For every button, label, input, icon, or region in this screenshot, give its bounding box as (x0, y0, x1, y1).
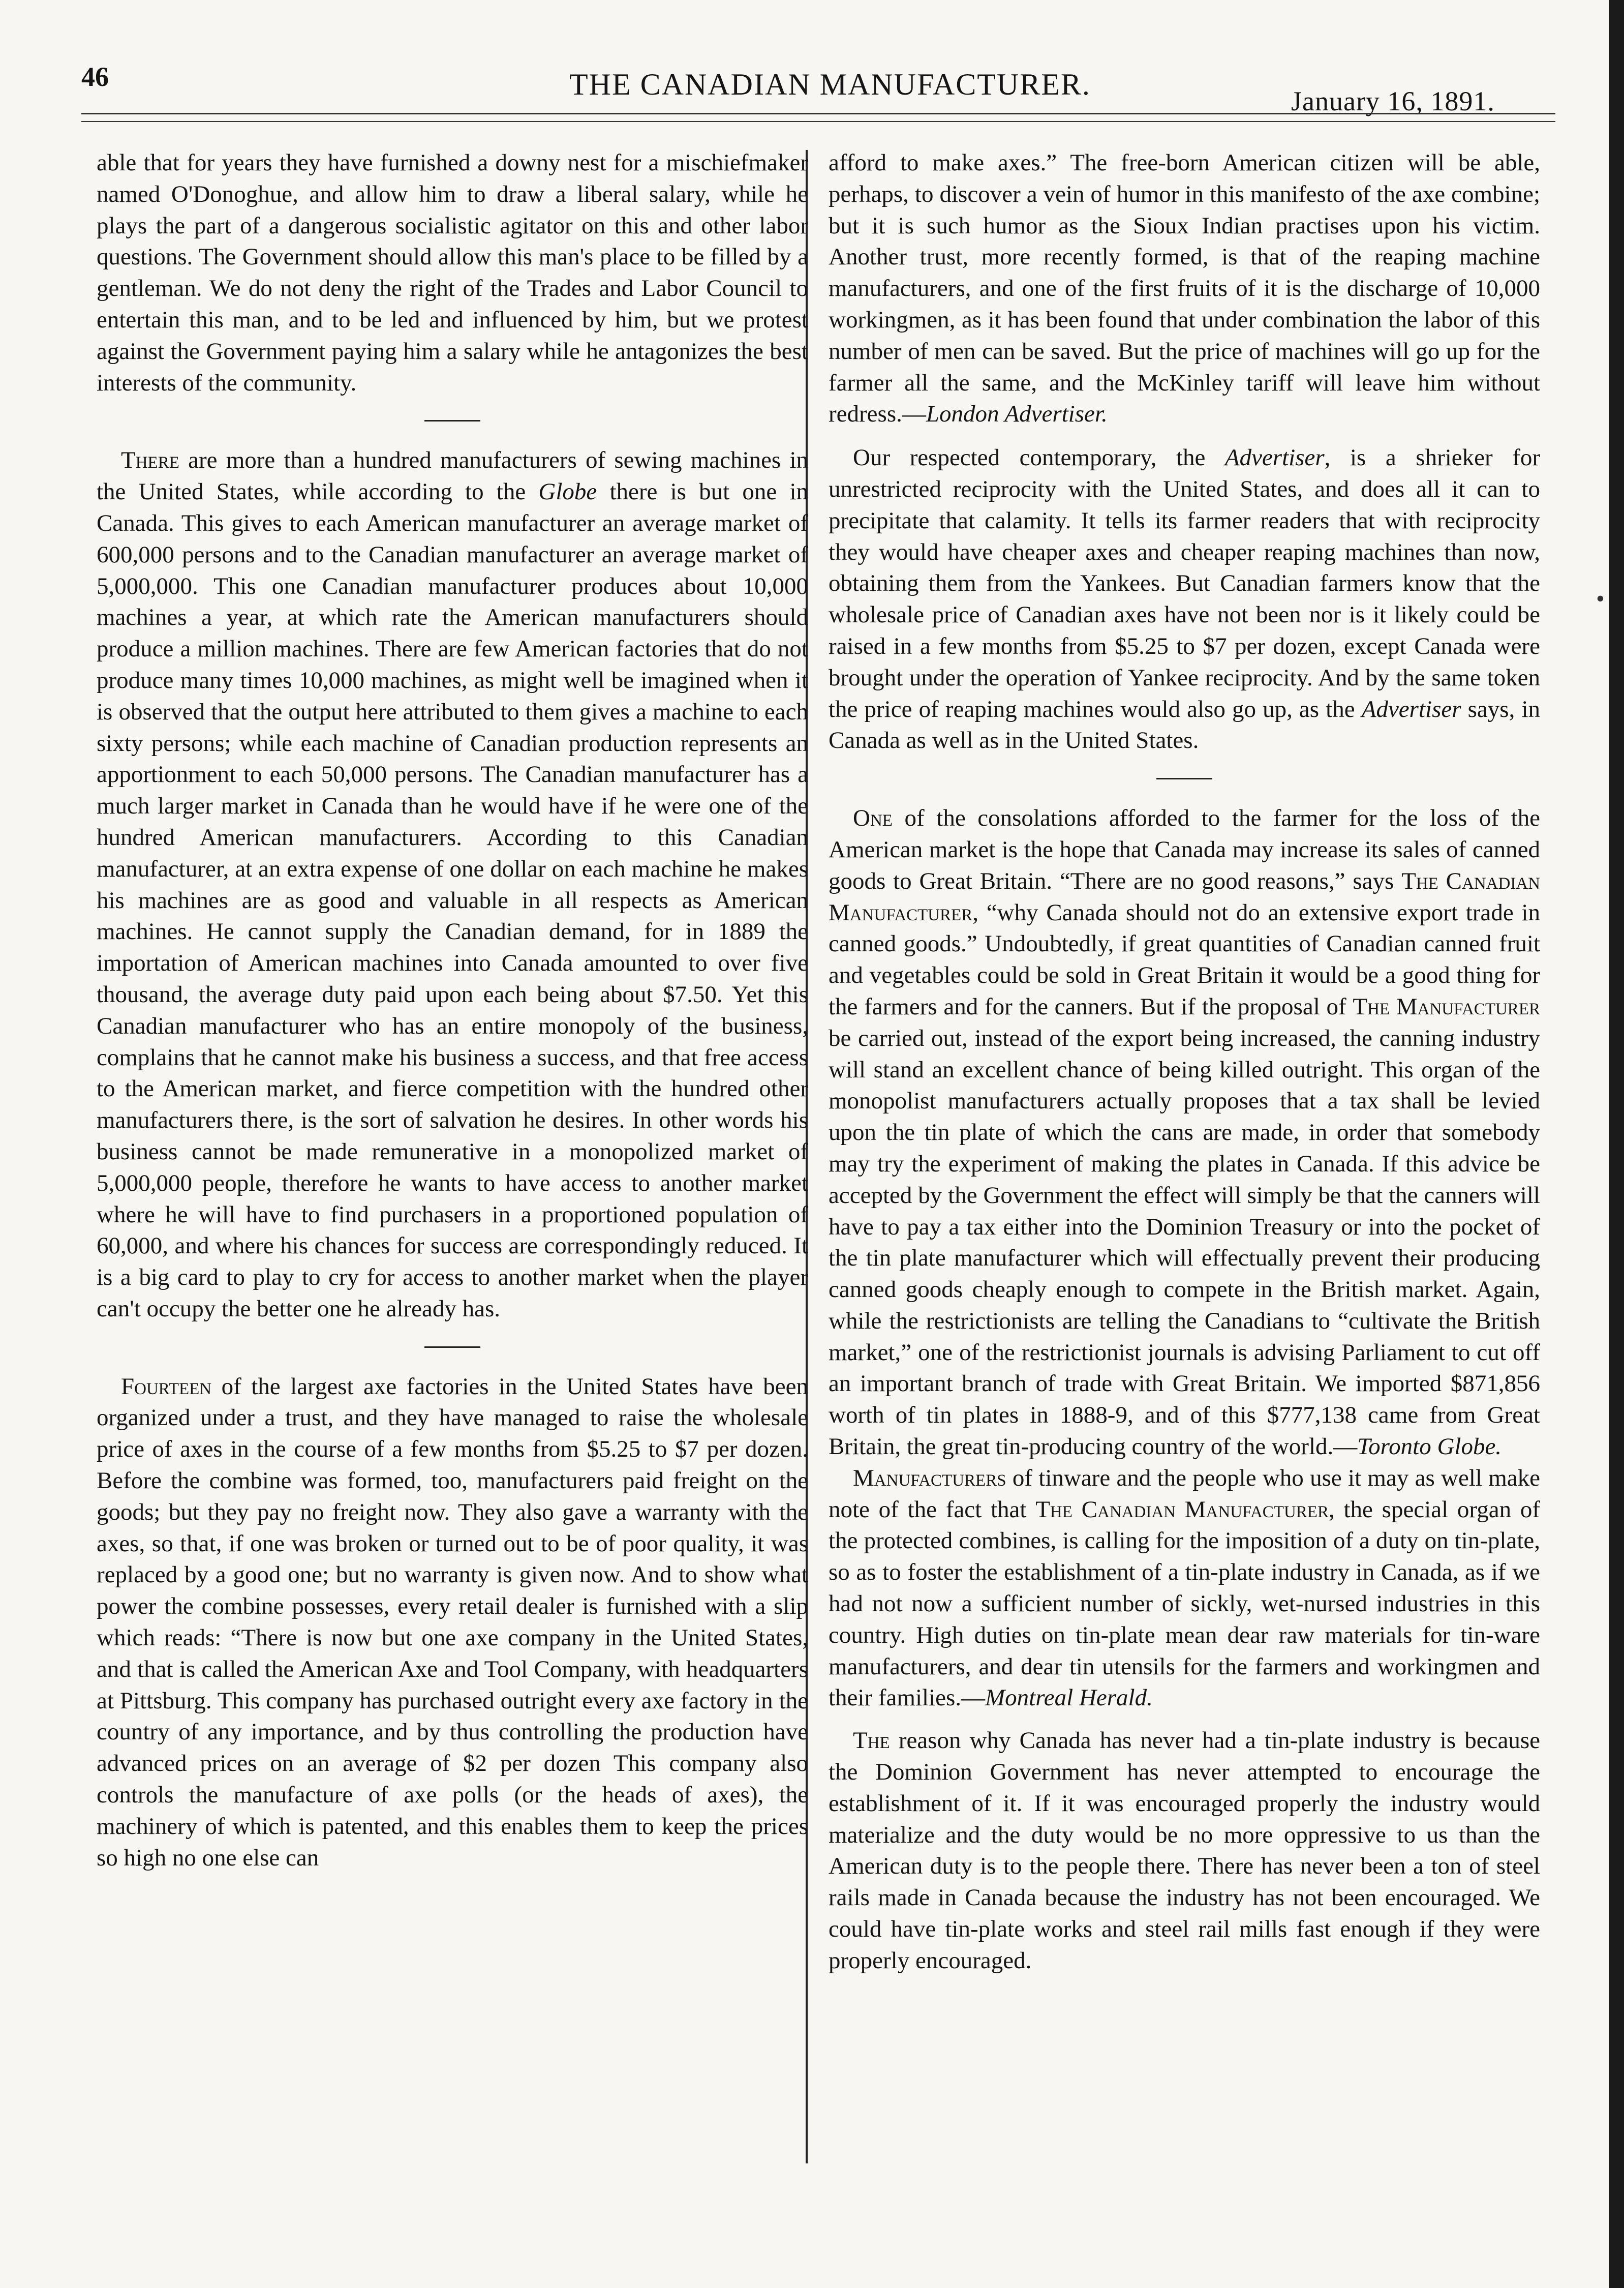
newspaper-name: Globe (538, 478, 597, 505)
newspaper-name: The Canadian Manufacturer (829, 867, 1540, 926)
issue-date: January 16, 1891. (1291, 86, 1495, 116)
newspaper-name: The Canadian Manufacturer (1035, 1496, 1329, 1523)
newspaper-name: The Manufacturer (1353, 993, 1540, 1020)
article-paragraph: Our respected contemporary, the Advertiser, is a shrieker for unrestricted reciprocity with the United States, and does all it can to precipitate that calamity. It tells its farmer readers that with reciprocity they would have cheaper axes and cheaper reaping machines than now, obtaining them from the Yankees. But Canadian farmers know that the wholesale price of Canadian axes have not been nor is it likely could be raised in a few months from $5.25 to $7 per dozen, except Canada were brought under the operation of Yankee reciprocity. And by the same token the price of reaping machines would also go up, as the Advertiser says, in Canada as well as in the United States. (829, 444, 1541, 754)
article-paragraph: There are more than a hundred manufacturers of sewing machines in the United States, while according to the Globe there is but one in Canada. This gives to each American manufacturer an average market of 600,000 persons and to the Canadian manufacturer an average market of 5,000,000. This one Canadian manufacturer produces about 10,000 machines a year, at which rate the American manufacturers should produce a million machines. There are few American factories that do not produce many times 10,000 machines, as might well be imagined when it is observed that the output here attributed to them gives a machine to each sixty persons; while each machine of Canadian production represents an apportionment to each 50,000 persons. The Canadian manufacturer has a much larger market in Canada than he would have if he were one of the hundred American manufacturers. According to this Canadian manufacturer, at an extra expense of one dollar on each machine he makes his machines are as good and valuable in all respects as American machines. He cannot supply the Canadian demand, for in 1889 the importation of American machines into Canada amounted to over five thousand, the average duty paid upon each being about $7.50. Yet this Canadian manufacturer who has an entire monopoly of the business, complains that he cannot make his business a success, and that free access to the American market, and fierce competition with the hundred other manufacturers there, is the sort of salvation he desires. In other words his business cannot be made remunerative in a monopolized market of 5,000,000 people, therefore he wants to have access to another market where he will have to find purchasers in a proportioned population of 60,000, and where his chances for success are correspondingly reduced. It is a big card to play to cry for access to another market when the player can't occupy the better one he already has. (97, 447, 809, 1322)
binding-mark: • (1596, 585, 1605, 612)
scan-edge (1609, 0, 1624, 2288)
article-paragraph: Fourteen of the largest axe factories in the United States have been organized under a trust, and they have managed to raise the wholesale price of axes in the course of a few months from $5.25 to $7 per dozen. Before the combine was formed, too, manufacturers paid freight on the goods; but they pay no freight now. They also gave a warranty with the axes, so that, if one was broken or turned out to be of poor quality, it was replaced by a good one; but no warranty is given now. And to show what power the combine possesses, every retail dealer is furnished with a slip which reads: “There is now but one axe company in the United States, and that is called the American Axe and Tool Company, with headquarters at Pittsburg. This company has purchased outright every axe factory in the country of any importance, and by thus controlling the production have advanced prices on an average of $2 per dozen This company also controls the manufacture of axe polls (or the heads of axes), the machinery of which is patented, and this enables them to keep the prices so high no one else can (97, 1373, 808, 1871)
article-paragraph: One of the consolations afforded to the farmer for the loss of the American market is the hope that Canada may increase its sales of canned goods to Great Britain. “There are no good reasons,” says The Canadian Manufacturer, “why Canada should not do an extensive export trade in canned goods.” Undoubtedly, if great quantities of Canadian canned fruit and vegetables could be sold in Great Britain it would be a good thing for the farmers and for the canners. But if the proposal of The Manufacturer be carried out, instead of the export being increased, the canning industry will stand an excellent chance of being killed outright. This organ of the monopolist manufacturers actually proposes that a tax shall be levied upon the tin plate of which the cans are made, in order that somebody may try the experiment of making the plates in Canada. If this advice be accepted by the Government the effect will simply be that the canners will have to pay a tax either into the Dominion Treasury or into the pocket of the tin plate manufacturer which will effectually prevent their producing canned goods cheaply enough to compete in the British market. Again, while the restrictionists are telling the Canadians to “cultivate the British market,” one of the restrictionist journals is advising Parliament to cut off an important branch of trade with Great Britain. We imported $871,856 worth of tin plates in 1888-9, and of this $777,138 came from Great Britain, the great tin-producing country of the world.—Toronto Globe. (829, 805, 1540, 1460)
lead-word: One (853, 805, 893, 832)
left-column (97, 147, 808, 1874)
article-paragraph: The reason why Canada has never had a tin-plate industry is because the Dominion Government has never attempted to encourage the establishment of it. If it was encouraged properly the industry would materialize and the duty would be no more oppressive to us than the American duty is to the people there. There has never been a ton of steel rails made in Canada because the industry has not been encouraged. We could have tin-plate works and steel rail mills fast enough if they were properly encouraged. (829, 1727, 1540, 1974)
article-paragraph: Manufacturers of tinware and the people who use it may as well make note of the fact that The Canadian Manufacturer, the special organ of the protected combines, is calling for the imposition of a duty on tin-plate, so as to foster the establishment of a tin-plate industry in Canada, as if we had not now a sufficient number of sickly, wet-nursed industries in this country. High duties on tin-plate mean dear raw materials for tin-ware manufacturers, and dear tin utensils for the farmers and workingmen and their families.—Montreal Herald. (829, 1464, 1540, 1711)
source-attribution: Montreal Herald. (985, 1684, 1153, 1711)
section-separator (424, 1346, 480, 1348)
lead-word: The (853, 1727, 890, 1754)
right-column (829, 147, 1540, 1977)
section-separator (1156, 778, 1212, 779)
source-attribution: London Advertiser. (926, 401, 1108, 428)
article-paragraph: afford to make axes.” The free-born American citizen will be able, perhaps, to discover a vein of humor in this manifesto of the axe combine; but it is such humor as the Sioux Indian practises upon his victim. Another trust, more recently formed, is that of the reaping machine manufacturers, and one of the first fruits of it is the discharge of 10,000 workingmen, as it has been found that under combination the labor of this number of men can be saved. But the price of machines will go up for the farmer all the same, and the McKinley tariff will leave him without redress.—London Advertiser. (829, 149, 1540, 428)
lead-word: There (121, 447, 179, 474)
lead-word: Fourteen (121, 1373, 212, 1400)
masthead (0, 0, 1624, 153)
header-rule-thin (81, 121, 1555, 122)
newspaper-name: Advertiser (1224, 444, 1325, 471)
newspaper-name: Advertiser (1361, 696, 1461, 722)
publication-title: THE CANADIAN MANUFACTURER. (569, 68, 1091, 101)
page-number: 46 (81, 62, 109, 92)
source-attribution: Toronto Globe. (1357, 1433, 1502, 1460)
article-paragraph: able that for years they have furnished a downy nest for a mischiefmaker named O'Donoghue, and allow him to draw a liberal salary, while he plays the part of a dangerous socialistic agitator on this and other labor questions. The Government should allow this man's place to be filled by a gentleman. We do not deny the right of the Trades and Labor Council to entertain this man, and to be led and influenced by him, but we protest against the Government paying him a salary while he antagonizes the best interests of the community. (97, 149, 808, 396)
header-rule (81, 113, 1555, 114)
lead-word: Manufacturers (853, 1464, 1006, 1491)
section-separator (424, 420, 480, 422)
